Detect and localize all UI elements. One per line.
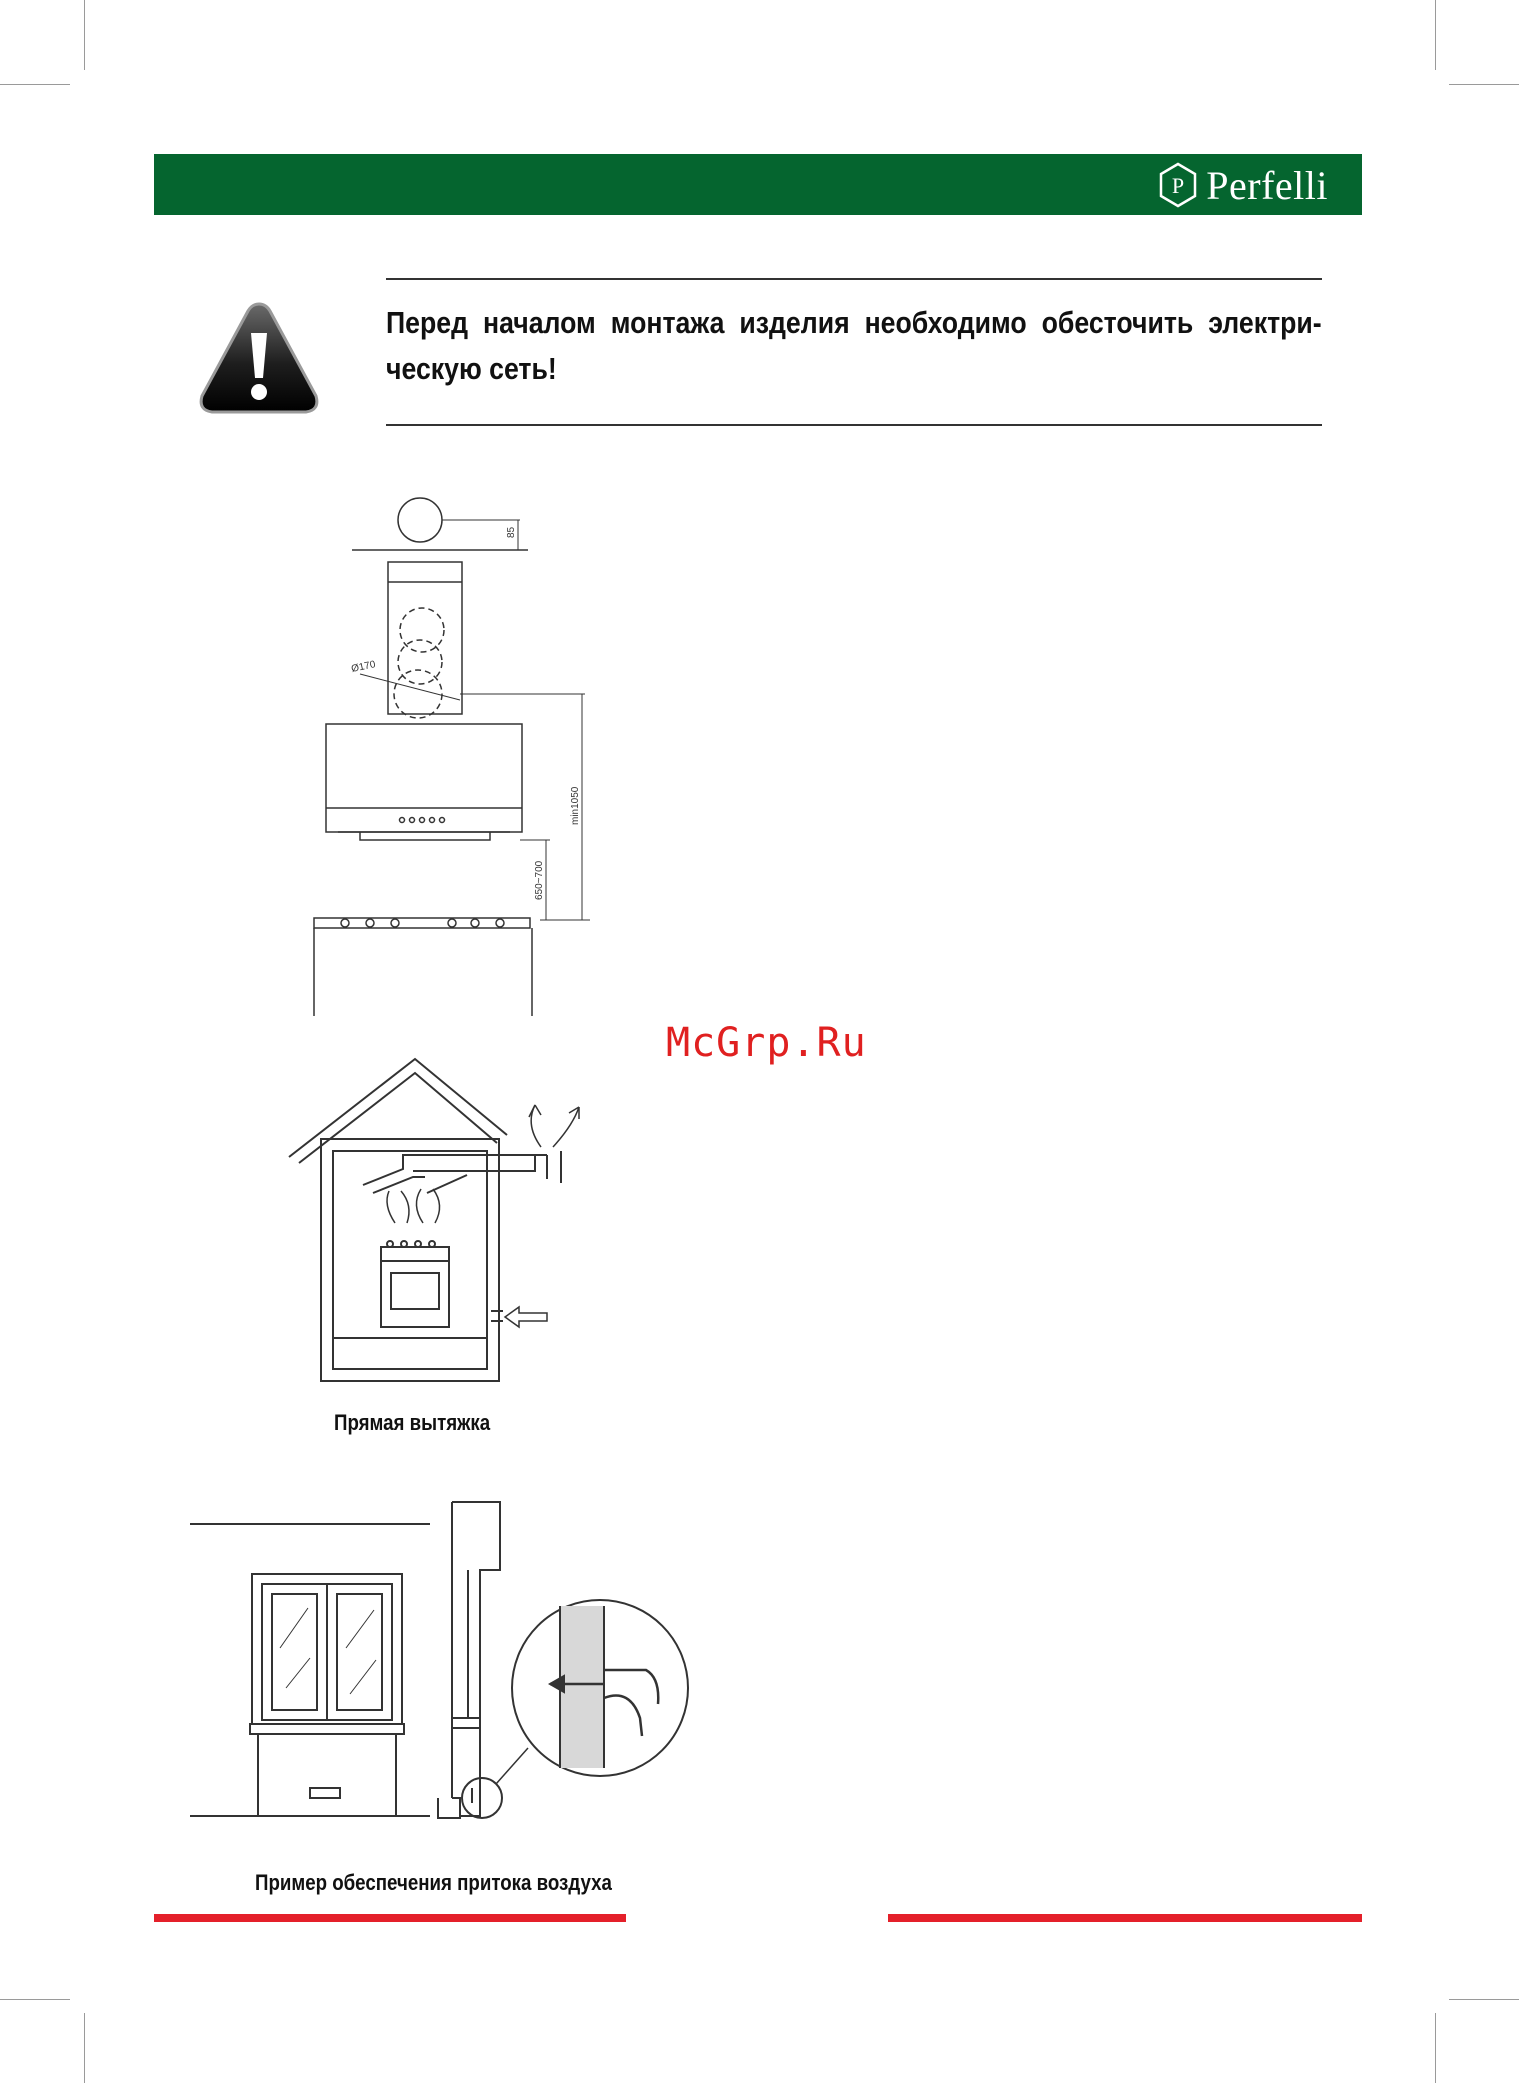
brand-name: Perfelli <box>1206 162 1328 208</box>
dim-label-85: 85 <box>506 526 517 538</box>
crop-mark <box>84 2013 85 2083</box>
crop-mark <box>1435 2013 1436 2083</box>
watermark: McGrp.Ru <box>666 1020 867 1066</box>
caption-direct-exhaust: Прямая вытяжка <box>334 1410 491 1435</box>
brand-logo <box>1158 162 1328 208</box>
warning-text: Перед началом монтажа изделия необходимо обесточить электри-ческую сеть! <box>386 305 1322 386</box>
warning-bottom-rule <box>386 424 1322 426</box>
direct-exhaust-diagram <box>285 1055 595 1390</box>
crop-mark <box>0 84 70 85</box>
warning-triangle-icon <box>196 298 322 418</box>
dim-label-diameter: Ø170 <box>350 659 377 675</box>
hood-dimension-diagram <box>300 490 620 1020</box>
caption-air-supply: Пример обеспечения притока воздуха <box>255 1870 612 1895</box>
dim-label-min: min1050 <box>570 786 581 825</box>
header-bar <box>154 154 1362 215</box>
brand-emblem-icon <box>1158 162 1198 208</box>
crop-mark <box>1449 84 1519 85</box>
crop-mark <box>0 1999 70 2000</box>
crop-mark <box>1435 0 1436 70</box>
warning-top-rule <box>386 278 1322 280</box>
crop-mark <box>1449 1999 1519 2000</box>
crop-mark <box>84 0 85 70</box>
dim-label-range: 650~700 <box>534 860 545 900</box>
svg-text:P: P <box>1172 173 1185 198</box>
footer-red-bar-right <box>888 1914 1362 1922</box>
footer-red-bar-left <box>154 1914 626 1922</box>
air-supply-diagram <box>190 1498 700 1838</box>
